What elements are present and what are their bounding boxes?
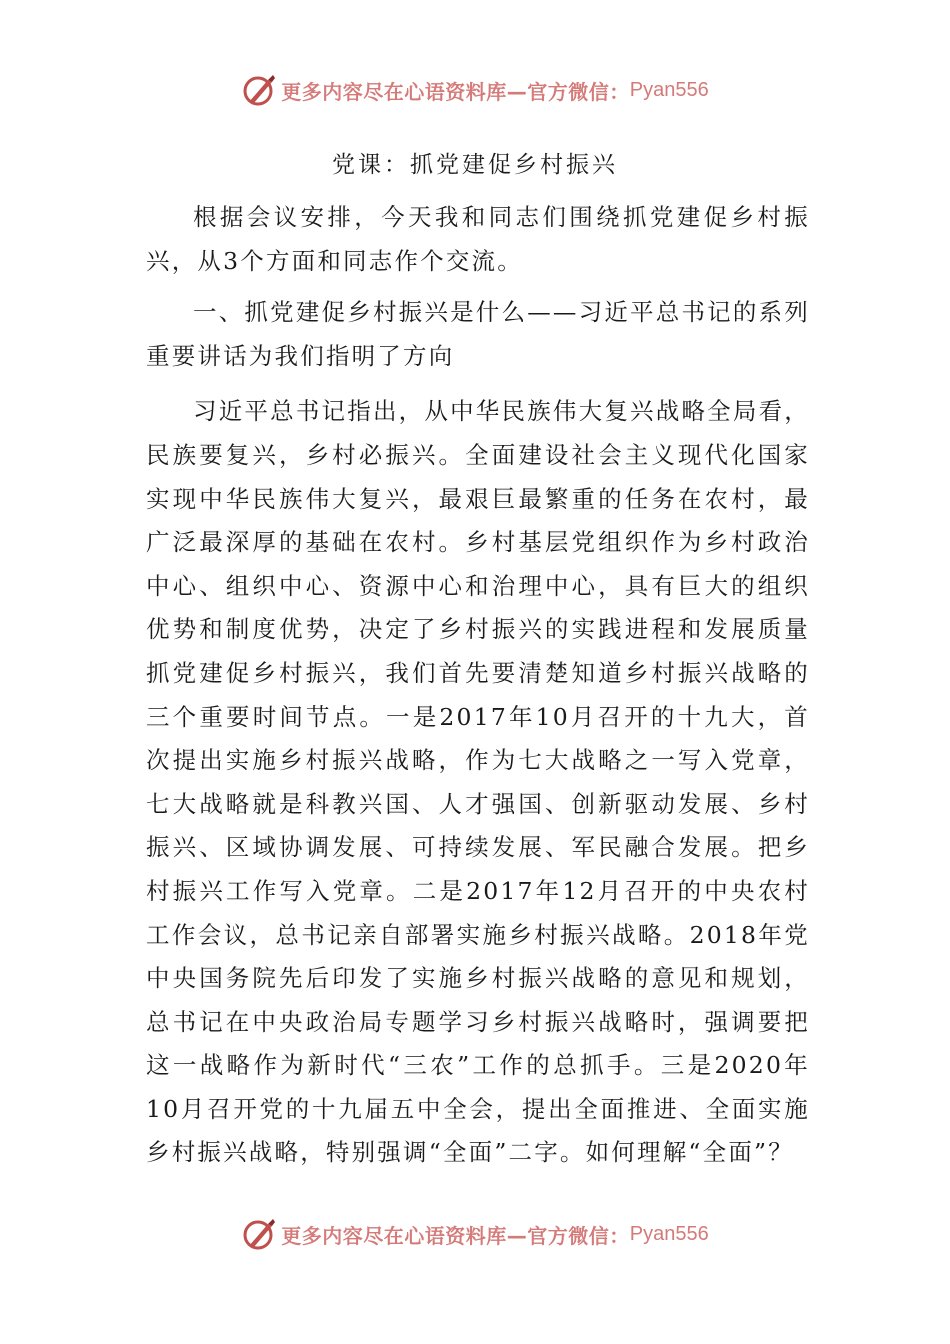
watermark-text: 更多内容尽在心语资料库—官方微信：	[281, 1223, 630, 1248]
pen-logo-icon	[241, 72, 277, 108]
watermark-wechat-id: Pyan556	[629, 78, 709, 101]
document-body	[146, 196, 810, 1175]
watermark-text: 更多内容尽在心语资料库—官方微信：	[281, 79, 630, 104]
footer-watermark-banner	[0, 1214, 950, 1254]
watermark-wechat-id: Pyan556	[629, 1222, 709, 1245]
section-heading-1: 一、抓党建促乡村振兴是什么——习近平总书记的系列重要讲话为我们指明了方向	[146, 298, 810, 370]
pen-logo-icon	[241, 1216, 277, 1252]
paragraph-body: 习近平总书记指出，从中华民族伟大复兴战略全局看，民族要复兴，乡村必振兴。全面建设社会主义现代化国家实现中华民族伟大复兴，最艰巨最繁重的任务在农村，最广泛最深厚的基础在农村。乡村基层党组织作为乡村政治中心、组织中心、资源中心和治理中心，具有巨大的组织优势和制度优势，决定了乡村振兴的实践进程和发展质量抓党建促乡村振兴，我们首先要清楚知道乡村振兴战略的三个重要时间节点。一是2017年10月召开的十九大，首次提出实施乡村振兴战略，作为七大战略之一写入党章，七大战略就是科教兴国、人才强国、创新驱动发展、乡村振兴、区域协调发展、可持续发展、军民融合发展。把乡村振兴工作写入党章。二是2017年12月召开的中央农村工作会议，总书记亲自部署实施乡村振兴战略。2018年党中央国务院先后印发了实施乡村振兴战略的意见和规划，总书记在中央政治局专题学习乡村振兴战略时，强调要把这一战略作为新时代“三农”工作的总抓手。三是2020年10月召开党的十九届五中全会，提出全面推进、全面实施乡村振兴战略，特别强调“全面”二字。如何理解“全面”？	[146, 397, 810, 1167]
header-watermark-banner	[0, 70, 950, 110]
paragraph-intro: 根据会议安排，今天我和同志们围绕抓党建促乡村振兴，从3个方面和同志作个交流。	[146, 203, 810, 275]
document-title: 党课：抓党建促乡村振兴	[332, 152, 618, 178]
